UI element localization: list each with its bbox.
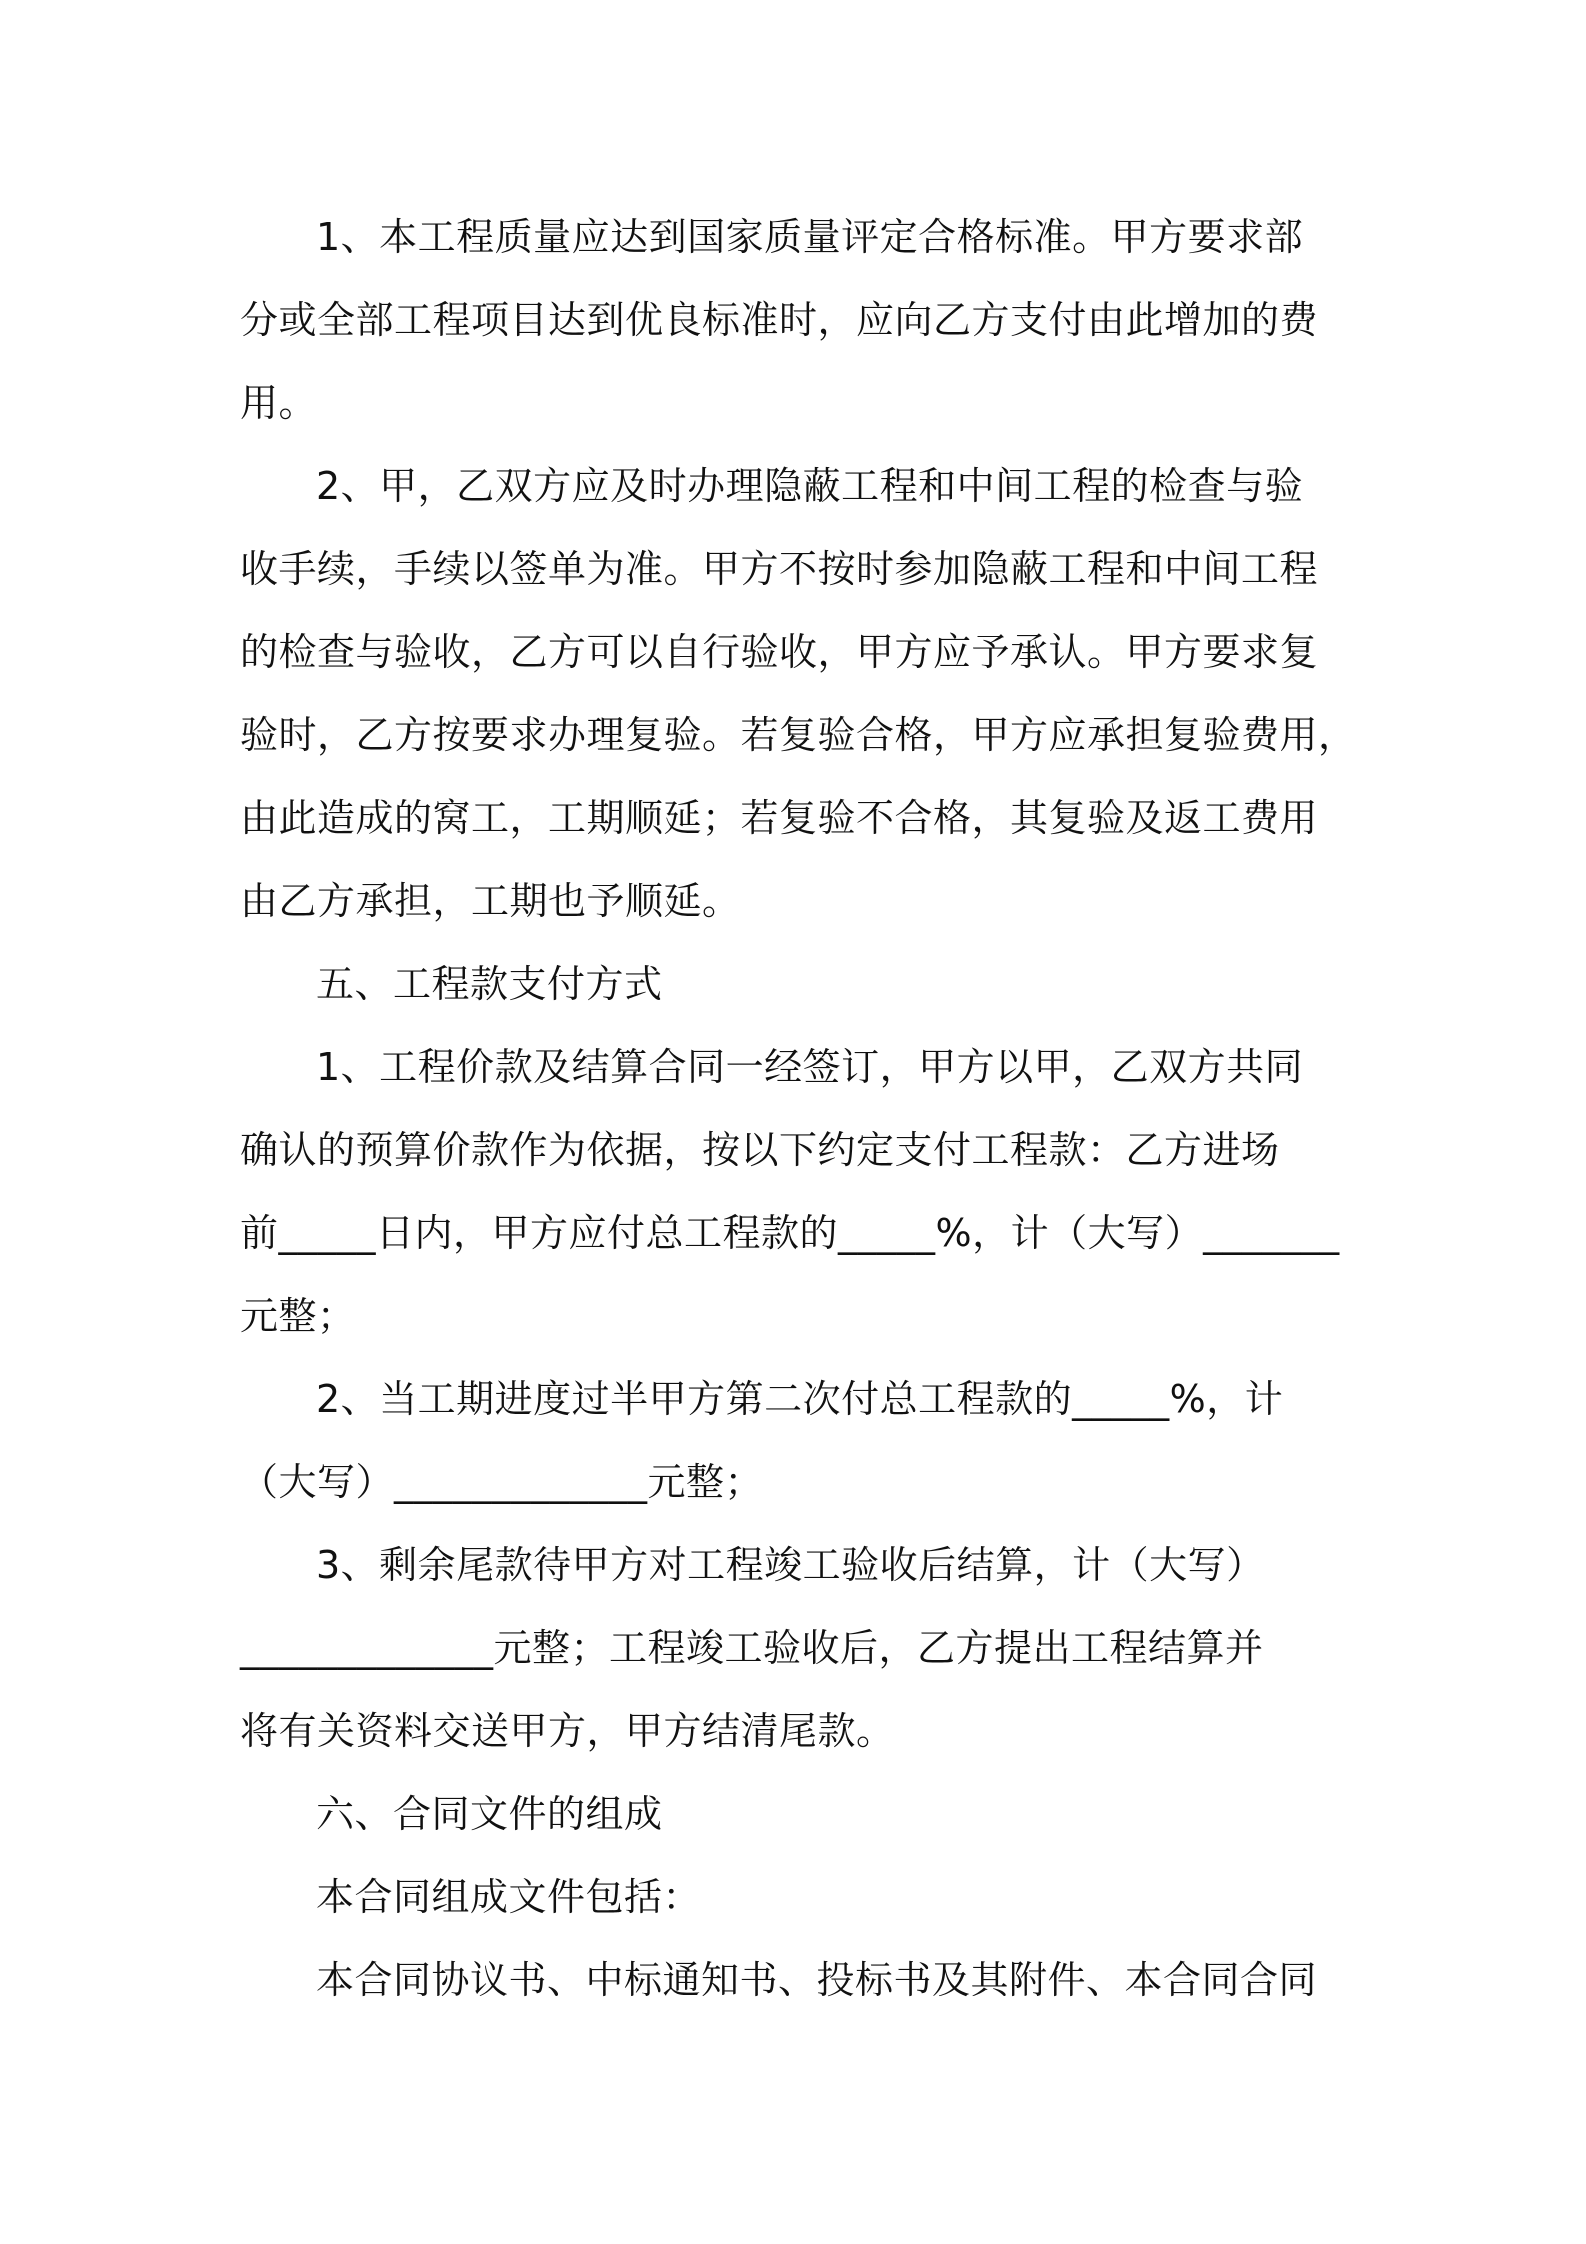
text-line: 本合同组成文件包括： — [316, 1875, 702, 1919]
text-line: 收手续，手续以签单为准。甲方不按时参加隐蔽工程和中间工程 — [240, 547, 1319, 591]
text-line: 用。 — [240, 381, 318, 425]
section-heading-contract-documents — [240, 1773, 1350, 1856]
text-line: 由此造成的窝工，工期顺延；若复验不合格，其复验及返工费用 — [240, 796, 1319, 840]
text-line: 2、甲，乙双方应及时办理隐蔽工程和中间工程的检查与验 — [316, 464, 1304, 508]
text-line: 的检查与验收，乙方可以自行验收，甲方应予承认。甲方要求复 — [240, 630, 1319, 674]
section-heading-payment — [240, 943, 1350, 1026]
text-line: （大写）_____________元整； — [240, 1460, 764, 1504]
text-line: 前_____日内，甲方应付总工程款的_____%，计（大写）_______ — [240, 1211, 1340, 1255]
text-line: 1、工程价款及结算合同一经签订，甲方以甲，乙双方共同 — [316, 1045, 1304, 1089]
text-line: 2、当工期进度过半甲方第二次付总工程款的_____%，计 — [316, 1377, 1284, 1421]
paragraph-documents-list — [240, 1939, 1350, 2022]
paragraph-payment-final — [240, 1524, 1350, 1773]
text-line: _____________元整；工程竣工验收后，乙方提出工程结算并 — [240, 1626, 1264, 1670]
text-line: 3、剩余尾款待甲方对工程竣工验收后结算，计（大写） — [316, 1543, 1265, 1587]
text-line: 将有关资料交送甲方，甲方结清尾款。 — [240, 1709, 895, 1753]
paragraph-payment-first — [240, 1026, 1350, 1358]
text-line: 分或全部工程项目达到优良标准时，应向乙方支付由此增加的费 — [240, 298, 1319, 342]
text-line: 1、本工程质量应达到国家质量评定合格标准。甲方要求部 — [316, 215, 1304, 259]
text-line: 确认的预算价款作为依据，按以下约定支付工程款：乙方进场 — [240, 1128, 1280, 1172]
text-line: 由乙方承担，工期也予顺延。 — [240, 879, 741, 923]
paragraph-payment-second — [240, 1358, 1350, 1524]
document-body — [240, 196, 1357, 2022]
heading-text: 六、合同文件的组成 — [316, 1792, 663, 1836]
text-line: 验时，乙方按要求办理复验。若复验合格，甲方应承担复验费用， — [240, 713, 1357, 757]
text-line: 元整； — [240, 1294, 356, 1338]
text-line: 本合同协议书、中标通知书、投标书及其附件、本合同合同 — [316, 1958, 1318, 2002]
paragraph-inspection — [240, 445, 1357, 943]
paragraph-documents-intro — [240, 1856, 1350, 1939]
paragraph-quality-standard — [240, 196, 1350, 445]
heading-text: 五、工程款支付方式 — [316, 962, 663, 1006]
